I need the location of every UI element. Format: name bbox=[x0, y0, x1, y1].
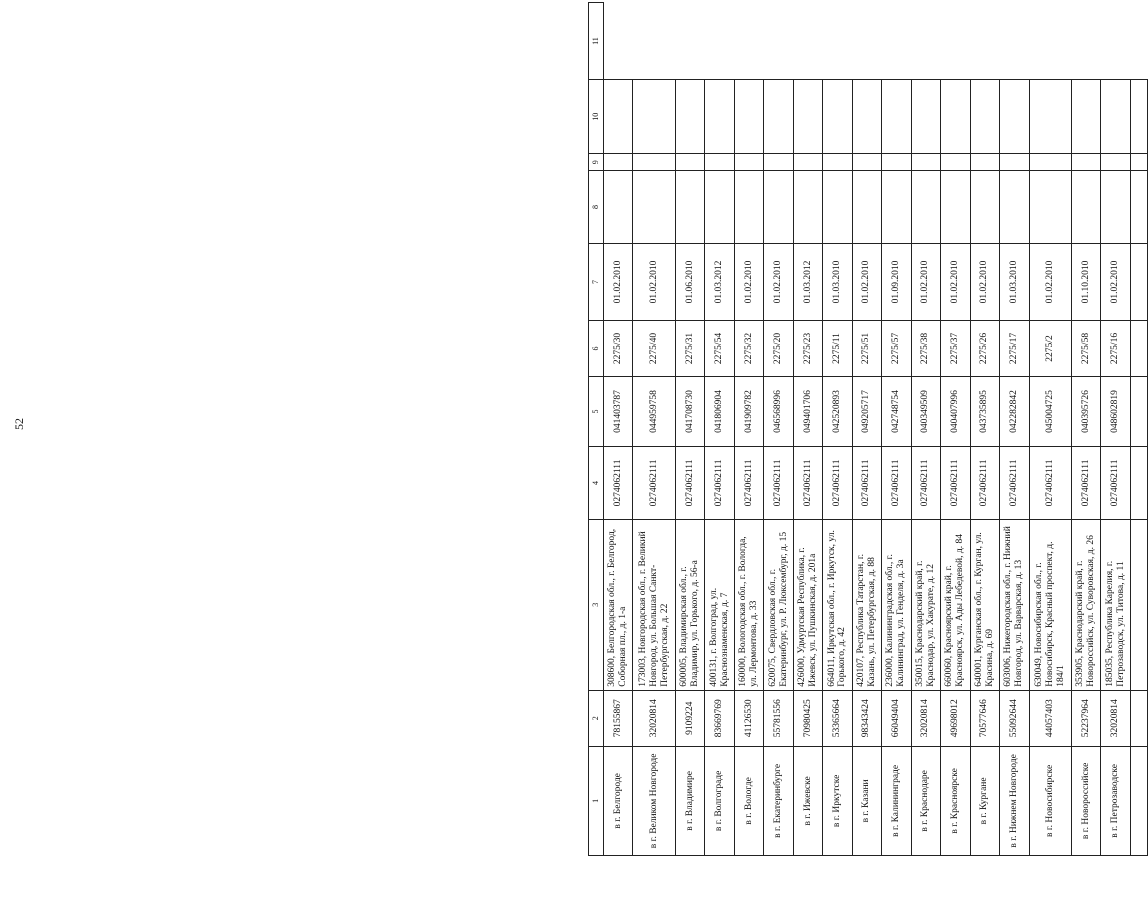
cell-empty bbox=[734, 171, 763, 244]
cell-inn: 0274062111 bbox=[604, 447, 633, 520]
cell-empty bbox=[1131, 447, 1148, 520]
cell-inn: 0274062111 bbox=[882, 447, 911, 520]
cell-reg: 2275/31 bbox=[675, 320, 704, 376]
cell-empty bbox=[1131, 80, 1148, 154]
cell-city: в г. Красноярске bbox=[941, 746, 970, 855]
cell-city: в г. Белгороде bbox=[604, 746, 633, 855]
cell-inn: 0274062111 bbox=[675, 447, 704, 520]
cell-bik: 045004725 bbox=[1029, 377, 1071, 447]
cell-inn: 0274062111 bbox=[793, 447, 822, 520]
cell-empty bbox=[633, 154, 675, 171]
cell-address: 308600, Белгородская обл., г. Белгород, Соборная пл., д. 1-а bbox=[604, 519, 633, 690]
cell-empty bbox=[1101, 154, 1131, 171]
cell-code: 78155867 bbox=[604, 690, 633, 746]
table-row bbox=[1071, 3, 1100, 856]
cell-empty bbox=[1029, 171, 1071, 244]
cell-address: 630049, Новосибирская обл., г. Новосибирск, Красный проспект, д. 184/1 bbox=[1029, 519, 1071, 690]
column-header: 11 bbox=[589, 3, 604, 80]
cell-code: 44057403 bbox=[1029, 690, 1071, 746]
cell-inn: 0274062111 bbox=[633, 447, 675, 520]
cell-reg: 2275/11 bbox=[823, 320, 852, 376]
cell-date: 01.03.2012 bbox=[705, 243, 734, 320]
cell-empty bbox=[1131, 320, 1148, 376]
cell-empty bbox=[941, 154, 970, 171]
cell-address: 420107, Республика Татарстан, г. Казань, ул. Петербургская, д. 88 bbox=[852, 519, 881, 690]
cell-empty bbox=[1131, 243, 1148, 320]
column-header: 4 bbox=[589, 447, 604, 520]
cell-address: 350015, Краснодарский край, г. Краснодар, ул. Хакурате, д. 12 bbox=[911, 519, 940, 690]
table-row bbox=[1029, 3, 1071, 856]
cell-empty bbox=[1071, 154, 1100, 171]
table-row bbox=[604, 3, 633, 856]
page-number: 52 bbox=[12, 418, 26, 430]
cell-empty bbox=[941, 171, 970, 244]
cell-reg: 2275/20 bbox=[764, 320, 793, 376]
cell-date: 01.02.2010 bbox=[1101, 243, 1131, 320]
cell-address: 236000, Калининградская обл., г. Калининград, ул. Генделя, д. 3а bbox=[882, 519, 911, 690]
cell-inn: 0274062111 bbox=[970, 447, 999, 520]
cell-empty bbox=[793, 171, 822, 244]
cell-empty bbox=[1029, 80, 1071, 154]
cell-address: 400131, г. Волгоград, ул. Краснознаменская, д. 7 bbox=[705, 519, 734, 690]
cell-reg: 2275/57 bbox=[882, 320, 911, 376]
cell-empty bbox=[705, 171, 734, 244]
cell-bik: 040407996 bbox=[941, 377, 970, 447]
cell-date: 01.06.2010 bbox=[675, 243, 704, 320]
cell-city: в г. Новосибирске bbox=[1029, 746, 1071, 855]
cell-inn: 0274062111 bbox=[823, 447, 852, 520]
cell-bik: 042520893 bbox=[823, 377, 852, 447]
cell-code: 32020814 bbox=[1101, 690, 1131, 746]
cell-bik: 041806904 bbox=[705, 377, 734, 447]
cell-address: 664011, Иркутская обл., г. Иркутск, ул. Горького, д. 42 bbox=[823, 519, 852, 690]
cell-reg: 2275/32 bbox=[734, 320, 763, 376]
cell-reg: 2275/40 bbox=[633, 320, 675, 376]
cell-empty bbox=[882, 80, 911, 154]
cell-empty bbox=[1131, 690, 1148, 746]
column-header: 1 bbox=[589, 746, 604, 855]
cell-address: 640001, Курганская обл., г. Курган, ул. Красина, д. 69 bbox=[970, 519, 999, 690]
cell-bik: 040395726 bbox=[1071, 377, 1100, 447]
cell-city: в г. Волгограде bbox=[705, 746, 734, 855]
cell-empty bbox=[1029, 154, 1071, 171]
cell-city: в г. Вологде bbox=[734, 746, 763, 855]
cell-inn: 0274062111 bbox=[764, 447, 793, 520]
table-row bbox=[852, 3, 881, 856]
cell-code: 55092644 bbox=[1000, 690, 1029, 746]
cell-city: в г. Ижевске bbox=[793, 746, 822, 855]
cell-reg: 2275/51 bbox=[852, 320, 881, 376]
table-row bbox=[941, 3, 970, 856]
cell-empty bbox=[764, 80, 793, 154]
cell-empty bbox=[764, 154, 793, 171]
cell-date: 01.03.2010 bbox=[823, 243, 852, 320]
cell-city: в г. Иркутске bbox=[823, 746, 852, 855]
cell-city: в г. Калининграде bbox=[882, 746, 911, 855]
cell-code: 32020814 bbox=[633, 690, 675, 746]
cell-reg: 2275/2 bbox=[1029, 320, 1071, 376]
cell-date: 01.02.2010 bbox=[852, 243, 881, 320]
cell-inn: 0274062111 bbox=[1101, 447, 1131, 520]
cell-bik: 042748754 bbox=[882, 377, 911, 447]
cell-address: 173003, Новгородская обл., г. Великий Новгород, ул. Большая Санкт-Петербургская, д. 22 bbox=[633, 519, 675, 690]
cell-code: 55781556 bbox=[764, 690, 793, 746]
cell-empty bbox=[823, 171, 852, 244]
cell-empty bbox=[675, 171, 704, 244]
cell-city: в г. Новороссийске bbox=[1071, 746, 1100, 855]
cell-empty bbox=[941, 80, 970, 154]
cell-empty bbox=[882, 154, 911, 171]
column-header: 6 bbox=[589, 320, 604, 376]
cell-empty bbox=[705, 154, 734, 171]
table-row bbox=[911, 3, 940, 856]
cell-empty bbox=[633, 80, 675, 154]
cell-inn: 0274062111 bbox=[734, 447, 763, 520]
table-row-blank bbox=[1131, 3, 1148, 856]
cell-reg: 2275/54 bbox=[705, 320, 734, 376]
cell-date: 01.10.2010 bbox=[1071, 243, 1100, 320]
rotated-page bbox=[588, 2, 1148, 856]
cell-date: 01.02.2010 bbox=[764, 243, 793, 320]
cell-empty bbox=[1101, 80, 1131, 154]
table-row bbox=[734, 3, 763, 856]
cell-empty bbox=[734, 80, 763, 154]
table-row bbox=[675, 3, 704, 856]
cell-empty bbox=[705, 80, 734, 154]
cell-city: в г. Казани bbox=[852, 746, 881, 855]
cell-empty bbox=[852, 171, 881, 244]
cell-reg: 2275/17 bbox=[1000, 320, 1029, 376]
cell-empty bbox=[1131, 377, 1148, 447]
cell-empty bbox=[852, 80, 881, 154]
cell-date: 01.02.2010 bbox=[970, 243, 999, 320]
cell-bik: 049401706 bbox=[793, 377, 822, 447]
cell-inn: 0274062111 bbox=[1029, 447, 1071, 520]
cell-empty bbox=[970, 154, 999, 171]
table-row bbox=[970, 3, 999, 856]
cell-inn: 0274062111 bbox=[705, 447, 734, 520]
cell-date: 01.02.2010 bbox=[604, 243, 633, 320]
cell-empty bbox=[1000, 80, 1029, 154]
table-row bbox=[1000, 3, 1029, 856]
cell-inn: 0274062111 bbox=[941, 447, 970, 520]
cell-empty bbox=[1101, 171, 1131, 244]
cell-date: 01.03.2012 bbox=[793, 243, 822, 320]
cell-code: 52237964 bbox=[1071, 690, 1100, 746]
column-header: 5 bbox=[589, 377, 604, 447]
header-row bbox=[589, 3, 604, 856]
cell-code: 83669769 bbox=[705, 690, 734, 746]
cell-bik: 048602819 bbox=[1101, 377, 1131, 447]
cell-reg: 2275/30 bbox=[604, 320, 633, 376]
cell-date: 01.03.2010 bbox=[1000, 243, 1029, 320]
cell-bik: 043735895 bbox=[970, 377, 999, 447]
cell-date: 01.02.2010 bbox=[911, 243, 940, 320]
cell-reg: 2275/38 bbox=[911, 320, 940, 376]
cell-bik: 041403787 bbox=[604, 377, 633, 447]
cell-reg: 2275/16 bbox=[1101, 320, 1131, 376]
cell-empty bbox=[1000, 154, 1029, 171]
cell-city: в г. Нижнем Новгороде bbox=[1000, 746, 1029, 855]
cell-reg: 2275/23 bbox=[793, 320, 822, 376]
cell-empty bbox=[1131, 746, 1148, 855]
cell-empty bbox=[823, 80, 852, 154]
cell-empty bbox=[1131, 171, 1148, 244]
cell-inn: 0274062111 bbox=[1071, 447, 1100, 520]
table-row bbox=[764, 3, 793, 856]
table-row bbox=[1101, 3, 1131, 856]
cell-empty bbox=[734, 154, 763, 171]
cell-empty bbox=[793, 154, 822, 171]
cell-code: 32020814 bbox=[911, 690, 940, 746]
column-header: 7 bbox=[589, 243, 604, 320]
cell-code: 9109224 bbox=[675, 690, 704, 746]
table-row bbox=[823, 3, 852, 856]
cell-reg: 2275/58 bbox=[1071, 320, 1100, 376]
cell-code: 49698012 bbox=[941, 690, 970, 746]
cell-code: 70980425 bbox=[793, 690, 822, 746]
cell-city: в г. Владимире bbox=[675, 746, 704, 855]
cell-date: 01.09.2010 bbox=[882, 243, 911, 320]
cell-address: 426000, Удмуртская Республика, г. Ижевск, ул. Пушкинская, д. 201а bbox=[793, 519, 822, 690]
cell-empty bbox=[1131, 154, 1148, 171]
column-header: 3 bbox=[589, 519, 604, 690]
cell-address: 185035, Республика Карелия, г. Петрозаводск, ул. Титова, д. 11 bbox=[1101, 519, 1131, 690]
cell-inn: 0274062111 bbox=[852, 447, 881, 520]
cell-reg: 2275/26 bbox=[970, 320, 999, 376]
cell-empty bbox=[823, 154, 852, 171]
table-body bbox=[604, 3, 1148, 856]
cell-inn: 0274062111 bbox=[911, 447, 940, 520]
cell-code: 66049404 bbox=[882, 690, 911, 746]
cell-empty bbox=[604, 171, 633, 244]
cell-empty bbox=[764, 171, 793, 244]
cell-code: 70577646 bbox=[970, 690, 999, 746]
cell-address: 660060, Красноярский край, г. Красноярск, ул. Ады Лебедевой, д. 84 bbox=[941, 519, 970, 690]
cell-code: 53365664 bbox=[823, 690, 852, 746]
cell-empty bbox=[911, 80, 940, 154]
column-header: 2 bbox=[589, 690, 604, 746]
cell-empty bbox=[604, 80, 633, 154]
cell-city: в г. Екатеринбурге bbox=[764, 746, 793, 855]
cell-date: 01.02.2010 bbox=[941, 243, 970, 320]
column-header: 8 bbox=[589, 171, 604, 244]
cell-bik: 041909782 bbox=[734, 377, 763, 447]
cell-address: 620075, Свердловская обл., г. Екатеринбург, ул. Р. Люксембург, д. 15 bbox=[764, 519, 793, 690]
cell-date: 01.02.2010 bbox=[633, 243, 675, 320]
cell-empty bbox=[911, 171, 940, 244]
cell-empty bbox=[1000, 171, 1029, 244]
cell-bik: 042282842 bbox=[1000, 377, 1029, 447]
cell-code: 41126530 bbox=[734, 690, 763, 746]
cell-empty bbox=[1071, 171, 1100, 244]
cell-city: в г. Петрозаводске bbox=[1101, 746, 1131, 855]
cell-city: в г. Краснодаре bbox=[911, 746, 940, 855]
cell-date: 01.02.2010 bbox=[1029, 243, 1071, 320]
column-header: 10 bbox=[589, 80, 604, 154]
cell-bik: 044959758 bbox=[633, 377, 675, 447]
cell-bik: 041708730 bbox=[675, 377, 704, 447]
cell-empty bbox=[1131, 519, 1148, 690]
cell-empty bbox=[633, 171, 675, 244]
cell-reg: 2275/37 bbox=[941, 320, 970, 376]
cell-empty bbox=[970, 171, 999, 244]
cell-address: 603006, Нижегородская обл., г. Нижний Новгород, ул. Варварская, д. 13 bbox=[1000, 519, 1029, 690]
table-row bbox=[793, 3, 822, 856]
table-row bbox=[882, 3, 911, 856]
cell-empty bbox=[882, 171, 911, 244]
cell-address: 353905, Краснодарский край, г. Новороссийск, ул. Суворовская, д. 26 bbox=[1071, 519, 1100, 690]
cell-empty bbox=[675, 80, 704, 154]
cell-empty bbox=[793, 80, 822, 154]
cell-code: 98343424 bbox=[852, 690, 881, 746]
cell-city: в г. Великом Новгороде bbox=[633, 746, 675, 855]
cell-inn: 0274062111 bbox=[1000, 447, 1029, 520]
cell-bik: 046568996 bbox=[764, 377, 793, 447]
cell-empty bbox=[852, 154, 881, 171]
cell-bik: 049205717 bbox=[852, 377, 881, 447]
cell-empty bbox=[970, 80, 999, 154]
cell-empty bbox=[911, 154, 940, 171]
column-header: 9 bbox=[589, 154, 604, 171]
cell-empty bbox=[675, 154, 704, 171]
cell-bik: 040349509 bbox=[911, 377, 940, 447]
cell-empty bbox=[604, 154, 633, 171]
branches-table bbox=[588, 2, 1148, 856]
cell-address: 160000, Вологодская обл., г. Вологда, ул. Лермонтова, д. 33 bbox=[734, 519, 763, 690]
cell-date: 01.02.2010 bbox=[734, 243, 763, 320]
table-row bbox=[633, 3, 675, 856]
table-row bbox=[705, 3, 734, 856]
cell-address: 600005, Владимирская обл., г. Владимир, ул. Горького, д. 56-а bbox=[675, 519, 704, 690]
cell-city: в г. Кургане bbox=[970, 746, 999, 855]
cell-empty bbox=[1071, 80, 1100, 154]
